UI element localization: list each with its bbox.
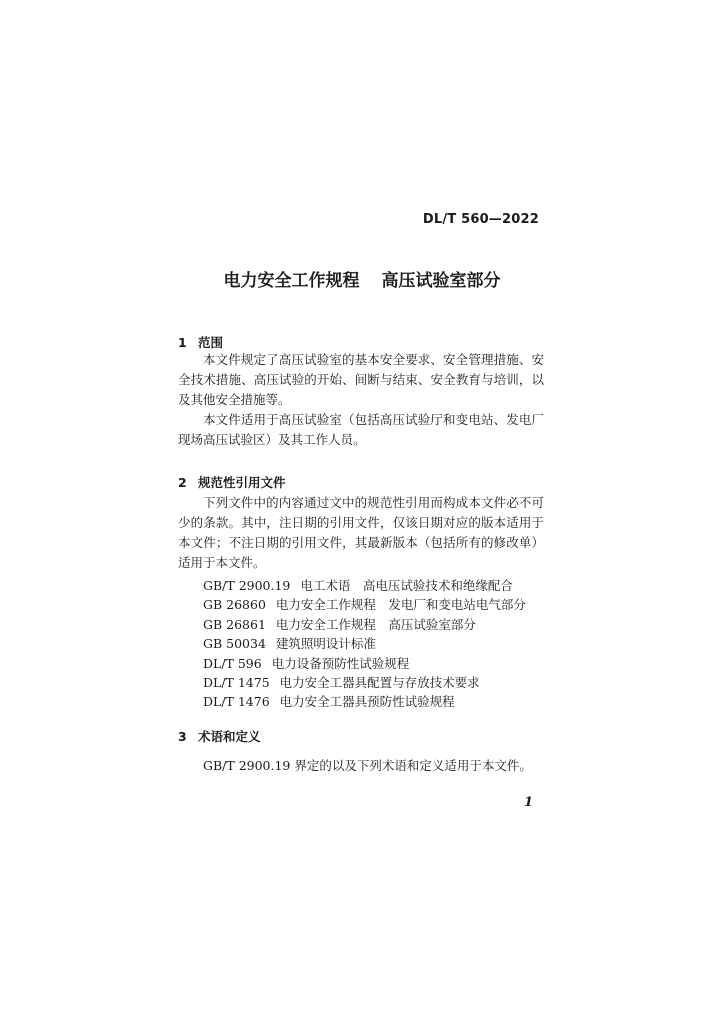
reference-code: DL/T 596 <box>203 655 262 671</box>
section-title: 规范性引用文件 <box>198 475 286 490</box>
reference-title: 电力设备预防性试验规程 <box>271 655 410 671</box>
reference-title: 电力安全工作规程 发电厂和变电站电气部分 <box>275 597 526 613</box>
reference-item <box>203 595 526 614</box>
reference-code: DL/T 1475 <box>203 675 270 691</box>
reference-item <box>203 654 526 673</box>
document-code: DL/T 560—2022 <box>422 212 539 227</box>
reference-item <box>203 634 526 653</box>
section-title: 范围 <box>198 335 224 350</box>
reference-code: GB 26860 <box>203 597 266 613</box>
title-part-1: 电力安全工作规程 <box>223 271 360 291</box>
reference-code: GB/T 2900.19 <box>203 578 291 593</box>
section-number: 2 <box>178 475 187 490</box>
normative-reference-list <box>203 576 526 712</box>
section-3-paragraph-1: GB/T 2900.19 界定的以及下列术语和定义适用于本文件。 <box>203 758 532 773</box>
page-number: 1 <box>524 795 534 810</box>
reference-title: 电力安全工作规程 高压试验室部分 <box>275 616 476 632</box>
reference-title: 电力安全工器具预防性试验规程 <box>279 694 455 710</box>
section-title: 术语和定义 <box>198 729 261 744</box>
reference-code: GB 50034 <box>203 636 266 652</box>
reference-title: 建筑照明设计标准 <box>275 636 376 652</box>
title-part-2: 高压试验室部分 <box>381 271 501 291</box>
section-1-heading <box>178 333 223 351</box>
section-3-heading <box>178 727 261 745</box>
reference-title: 电力安全工器具配置与存放技术要求 <box>279 675 480 691</box>
page-title <box>0 266 724 291</box>
reference-code: GB 26861 <box>203 616 266 632</box>
section-number: 1 <box>178 335 187 350</box>
section-2-heading <box>178 473 286 491</box>
reference-item <box>203 692 526 711</box>
section-2-paragraph-1: 下列文件中的内容通过文中的规范性引用而构成本文件必不可少的条款。其中，注日期的引用文件，仅该日期对应的版本适用于本文件；不注日期的引用文件，其最新版本（包括所有的修改单）适用于本文件。 <box>178 495 544 570</box>
section-1-paragraph-2: 本文件适用于高压试验室（包括高压试验厅和变电站、发电厂现场高压试验区）及其工作人员。 <box>178 412 544 447</box>
reference-item <box>203 576 526 595</box>
section-number: 3 <box>178 729 187 744</box>
reference-item <box>203 673 526 692</box>
reference-code: DL/T 1476 <box>203 694 270 710</box>
reference-item <box>203 615 526 634</box>
reference-title: 电工术语 高电压试验技术和绝缘配合 <box>300 578 513 593</box>
section-1-paragraph-1: 本文件规定了高压试验室的基本安全要求、安全管理措施、安全技术措施、高压试验的开始、间断与结束、安全教育与培训，以及其他安全措施等。 <box>178 352 544 407</box>
